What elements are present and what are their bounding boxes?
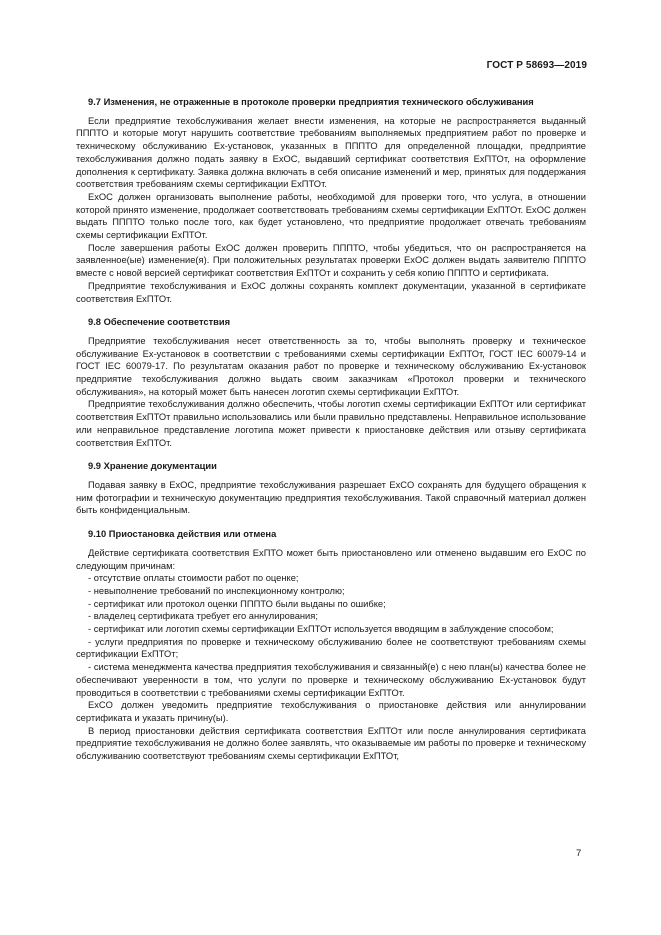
page-body [76, 96, 586, 763]
paragraph: ExOC должен организовать выполнение работы, необходимой для проверки того, что услуга, в отношении которой принято изменение, продолжает соответствовать требованиям схемы сертификации ExПТОт. ExOC должен выдать ПППТО только после того, как будет установлено, что предприятие продолжает отвечать требованиям схемы сертификации ExПТОт. [76, 191, 586, 241]
section-9-7-title: 9.7 Изменения, не отраженные в протоколе проверки предприятия технического обслуживания [88, 97, 534, 107]
list-item: - сертификат или логотип схемы сертификации ExПТОт используется вводящим в заблуждение способом; [88, 624, 554, 635]
paragraph: Предприятие техобслуживания должно обеспечить, чтобы логотип схемы сертификации ExПТОт или сертификат соответствия ExПТОт правильно использовались или были правильно представлены. Неправильное использование или неправильное представление логотипа может привести к приостановке действия или отзыву сертификата соответствия ExПТОт. [76, 399, 586, 448]
list-item: - владелец сертификата требует его аннулирования; [88, 611, 318, 622]
section-9-10-title: 9.10 Приостановка действия или отмена [88, 529, 277, 540]
paragraph: ExCO должен уведомить предприятие техобслуживания о приостановке действия или аннулировании сертификата и указать причину(ы). [76, 700, 586, 723]
list-item: - система менеджмента качества предприятия техобслуживания и связанный(е) с нею план(ы) качества более не обеспечивают уверенности в том, что услуги по проверке и техническому обслуживанию Ex-установок будут проводиться в соответствии с требованиями схемы сертификации ExПТОт. [76, 662, 586, 698]
paragraph: Предприятие техобслуживания несет ответственность за то, чтобы выполнять проверку и техническое обслуживание Ex-установок в соответствии с требованиями схемы сертификации ExПТОт, ГОСТ IEC 60079-14 и ГОСТ IEC 60079-17. По результатам оказания работ по проверке и техническому обслуживанию Ex-установок предприятие техобслуживания должно выдать своим заказчикам «Протокол проверки и технического обслуживания», на который может быть нанесен логотип схемы сертификации ExПТОт. [76, 335, 586, 397]
list-item: - невыполнение требований по инспекционному контролю; [88, 585, 345, 596]
paragraph: Подавая заявку в ExOC, предприятие техобслуживания разрешает ExCO сохранять для будущего обращения к ним фотографии и техническую документацию предприятия техобслуживания. Такой справочный материал должен быть конфиденциальным. [76, 479, 586, 516]
document-header-id: ГОСТ Р 58693—2019 [486, 60, 587, 71]
paragraph: Действие сертификата соответствия ExПТО может быть приостановлено или отменено выдавшим его ExOC по следующим причинам: [76, 547, 586, 571]
paragraph: Если предприятие техобслуживания желает внести изменения, на которые не распространяется выданный ПППТО и которые могут нарушить соответствие требованиям выполняемых предприятием работ по проверке и техническому обслуживанию Ex-установок, указанных в ПППТО для определенной площадки, предприятие техобслуживания должно подать заявку в ExOC, выдавший сертификат соответствия ExПТОт, на оформление дополнения к сертификату. Заявка должна включать в себя описание изменений и мер, принятых для поддержания соответствия требованиям схемы сертификации ExПТОт. [76, 115, 586, 190]
section-9-9-title: 9.9 Хранение документации [88, 461, 217, 472]
paragraph: После завершения работы ExOC должен проверить ПППТО, чтобы убедиться, что он распространяется на заявленное(ые) изменение(я). При положительных результатах проверки ExOC должен выдать заявителю ПППТО вместе с новой версией сертификат соответствия ExПТОт и сохранить у себя копию ПППТО и сертификата. [76, 242, 586, 279]
list-item: - сертификат или протокол оценки ПППТО были выданы по ошибке; [88, 598, 386, 609]
page-number: 7 [576, 848, 582, 859]
paragraph: Предприятие техобслуживания и ExOC должны сохранять комплект документации, указанной в сертификате соответствия ExПТОт. [76, 280, 586, 304]
list-item: - отсутствие оплаты стоимости работ по оценке; [88, 573, 299, 584]
paragraph: В период приостановки действия сертификата соответствия ExПТОт или после аннулирования сертификата предприятие техобслуживания не должно более заявлять, что оказываемые им работы по проверке и техническому обслуживанию соответствуют требованиям схемы сертификации ExПТОт, [76, 725, 586, 762]
section-9-8-title: 9.8 Обеспечение соответствия [88, 317, 231, 328]
list-item: - услуги предприятия по проверке и техническому обслуживанию более не соответствуют требованиям схемы сертификации ExПТОт; [76, 636, 586, 660]
